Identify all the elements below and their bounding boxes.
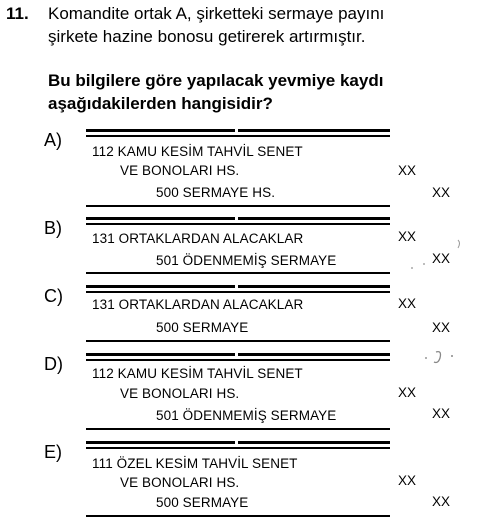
credit-account: 500 SERMAYE HS.	[156, 185, 276, 200]
option-label: E)	[44, 442, 62, 462]
journal-bottom-rule	[86, 205, 390, 207]
journal-top-rule	[86, 353, 390, 356]
debit-amount: XX	[398, 296, 417, 311]
question-prompt-line-2: aşağıdakilerden hangisidir?	[48, 94, 273, 113]
journal-bottom-rule	[86, 340, 390, 342]
credit-amount: XX	[432, 251, 451, 266]
debit-account-line-1: 112 KAMU KESİM TAHVİL SENET	[92, 366, 303, 381]
journal-top-rule-inner	[86, 223, 390, 225]
debit-account-line-1: 111 ÖZEL KESİM TAHVİL SENET	[92, 456, 298, 471]
debit-account-line-1: 131 ORTAKLARDAN ALACAKLAR	[92, 297, 304, 312]
debit-account-line-1: 131 ORTAKLARDAN ALACAKLAR	[92, 231, 304, 246]
option-label: B)	[44, 218, 62, 238]
journal-top-rule-inner	[86, 135, 390, 137]
journal-top-rule	[86, 129, 390, 132]
credit-amount: XX	[432, 494, 451, 509]
credit-account: 501 ÖDENMEMİŞ SERMAYE	[156, 253, 337, 268]
option-label: C)	[44, 286, 63, 306]
credit-amount: XX	[432, 406, 451, 421]
debit-account-line-2: VE BONOLARI HS.	[120, 163, 240, 178]
journal-top-rule-inner	[86, 359, 390, 361]
option-label: A)	[44, 130, 62, 150]
question-number: 11.	[6, 4, 29, 23]
credit-account: 500 SERMAYE	[156, 320, 249, 335]
option-label: D)	[44, 354, 63, 374]
scan-marks	[390, 236, 490, 376]
journal-top-rule	[86, 441, 390, 444]
credit-amount: XX	[432, 185, 451, 200]
credit-account: 500 SERMAYE	[156, 495, 249, 510]
credit-amount: XX	[432, 320, 451, 335]
rule-split	[235, 129, 238, 132]
journal-top-rule	[86, 285, 390, 288]
credit-account: 501 ÖDENMEMİŞ SERMAYE	[156, 408, 337, 423]
journal-top-rule-inner	[86, 447, 390, 449]
rule-split	[235, 285, 238, 288]
debit-amount: XX	[398, 385, 417, 400]
journal-top-rule	[86, 217, 390, 220]
debit-amount: XX	[398, 163, 417, 178]
debit-account-line-2: VE BONOLARI HS.	[120, 386, 240, 401]
debit-account-line-1: 112 KAMU KESİM TAHVİL SENET	[92, 144, 303, 159]
journal-bottom-rule	[86, 272, 390, 274]
debit-amount: XX	[398, 473, 417, 488]
journal-top-rule-inner	[86, 291, 390, 293]
question-text-line-1: Komandite ortak A, şirketteki sermaye payını	[48, 4, 385, 23]
rule-split	[235, 353, 238, 356]
question-prompt-line-1: Bu bilgilere göre yapılacak yevmiye kaydı	[48, 71, 384, 90]
rule-split	[235, 441, 238, 444]
journal-bottom-rule	[86, 428, 390, 430]
debit-amount: XX	[398, 229, 417, 244]
question-text-line-2: şirkete hazine bonosu getirerek artırmıştır.	[48, 27, 366, 46]
rule-split	[235, 217, 238, 220]
debit-account-line-2: VE BONOLARI HS.	[120, 475, 240, 490]
journal-bottom-rule	[86, 515, 390, 517]
